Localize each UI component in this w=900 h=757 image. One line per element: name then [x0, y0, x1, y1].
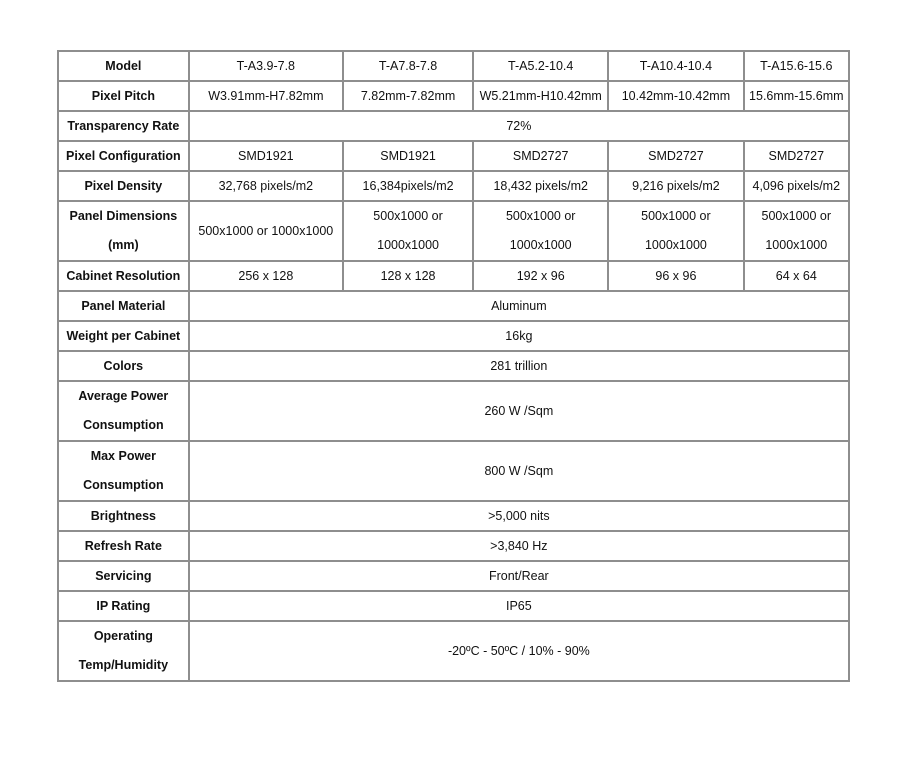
value-cell: 64 x 64: [744, 261, 849, 291]
row-label: Weight per Cabinet: [58, 321, 189, 351]
label-line: Max Power: [90, 449, 156, 463]
table-row-pixel-density: [58, 171, 849, 201]
value-cell: Front/Rear: [189, 561, 849, 591]
row-label: Pixel Density: [58, 171, 189, 201]
row-label: [58, 441, 189, 501]
model-cell: T-A10.4-10.4: [608, 51, 743, 81]
label-line: Consumption: [83, 478, 164, 492]
value-cell: 281 trillion: [189, 351, 849, 381]
spec-table: [57, 50, 850, 682]
row-label: Cabinet Resolution: [58, 261, 189, 291]
row-label: Colors: [58, 351, 189, 381]
value-cell: 128 x 128: [343, 261, 473, 291]
value-cell: 10.42mm-10.42mm: [608, 81, 743, 111]
value-cell: 7.82mm-7.82mm: [343, 81, 473, 111]
value-line: 1000x1000: [377, 238, 439, 252]
value-line: 500x1000 or: [761, 209, 832, 223]
table-row-refresh-rate: [58, 531, 849, 561]
row-label: Servicing: [58, 561, 189, 591]
row-label: Refresh Rate: [58, 531, 189, 561]
row-label: [58, 621, 189, 681]
table-row-avg-power: [58, 381, 849, 441]
value-cell: 32,768 pixels/m2: [189, 171, 343, 201]
label-line: Average Power: [78, 389, 169, 403]
table-row-max-power: [58, 441, 849, 501]
value-cell: [608, 201, 743, 261]
value-cell: [343, 201, 473, 261]
value-cell: Aluminum: [189, 291, 849, 321]
value-cell: 256 x 128: [189, 261, 343, 291]
value-cell: [473, 201, 608, 261]
value-cell: W5.21mm-H10.42mm: [473, 81, 608, 111]
model-cell: T-A15.6-15.6: [744, 51, 849, 81]
value-cell: SMD2727: [744, 141, 849, 171]
row-label: Panel Material: [58, 291, 189, 321]
value-cell: 260 W /Sqm: [189, 381, 849, 441]
value-cell: 18,432 pixels/m2: [473, 171, 608, 201]
table-row-panel-dimensions: [58, 201, 849, 261]
row-label: [58, 201, 189, 261]
row-label: Transparency Rate: [58, 111, 189, 141]
value-line: 1000x1000: [509, 238, 572, 252]
value-cell: 16kg: [189, 321, 849, 351]
value-cell: >5,000 nits: [189, 501, 849, 531]
value-cell: 4,096 pixels/m2: [744, 171, 849, 201]
value-cell: 72%: [189, 111, 849, 141]
table-row-operating: [58, 621, 849, 681]
value-line: 1000x1000: [765, 238, 828, 252]
value-cell: -20ºC - 50ºC / 10% - 90%: [189, 621, 849, 681]
row-label: Brightness: [58, 501, 189, 531]
model-cell: T-A7.8-7.8: [343, 51, 473, 81]
label-line: Panel Dimensions: [69, 209, 178, 223]
table-row-transparency: [58, 111, 849, 141]
table-row-servicing: [58, 561, 849, 591]
value-line: 500x1000 or: [505, 209, 576, 223]
table-row-cabinet-resolution: [58, 261, 849, 291]
row-label: IP Rating: [58, 591, 189, 621]
value-line: 1000x1000: [644, 238, 707, 252]
row-label: Model: [58, 51, 189, 81]
value-cell: 800 W /Sqm: [189, 441, 849, 501]
value-cell: 500x1000 or 1000x1000: [189, 201, 343, 261]
table-row-model: [58, 51, 849, 81]
value-cell: 9,216 pixels/m2: [608, 171, 743, 201]
table-row-ip-rating: [58, 591, 849, 621]
value-cell: SMD2727: [473, 141, 608, 171]
label-line: Operating: [93, 629, 153, 643]
label-line: Consumption: [83, 418, 164, 432]
value-line: 500x1000 or: [641, 209, 711, 223]
label-line: Temp/Humidity: [78, 658, 169, 672]
value-cell: IP65: [189, 591, 849, 621]
value-cell: [744, 201, 849, 261]
table-row-pixel-config: [58, 141, 849, 171]
table-row-pixel-pitch: [58, 81, 849, 111]
table-row-colors: [58, 351, 849, 381]
row-label: Pixel Pitch: [58, 81, 189, 111]
row-label: Pixel Configuration: [58, 141, 189, 171]
value-cell: 96 x 96: [608, 261, 743, 291]
value-line: 500x1000 or: [373, 209, 443, 223]
label-line: (mm): [108, 238, 139, 252]
model-cell: T-A5.2-10.4: [473, 51, 608, 81]
value-cell: SMD1921: [189, 141, 343, 171]
model-cell: T-A3.9-7.8: [189, 51, 343, 81]
table-row-brightness: [58, 501, 849, 531]
row-label: [58, 381, 189, 441]
value-cell: W3.91mm-H7.82mm: [189, 81, 343, 111]
value-cell: SMD2727: [608, 141, 743, 171]
table-row-panel-material: [58, 291, 849, 321]
value-cell: 16,384pixels/m2: [343, 171, 473, 201]
value-cell: 192 x 96: [473, 261, 608, 291]
table-row-weight: [58, 321, 849, 351]
value-cell: 15.6mm-15.6mm: [744, 81, 849, 111]
value-cell: SMD1921: [343, 141, 473, 171]
value-cell: >3,840 Hz: [189, 531, 849, 561]
